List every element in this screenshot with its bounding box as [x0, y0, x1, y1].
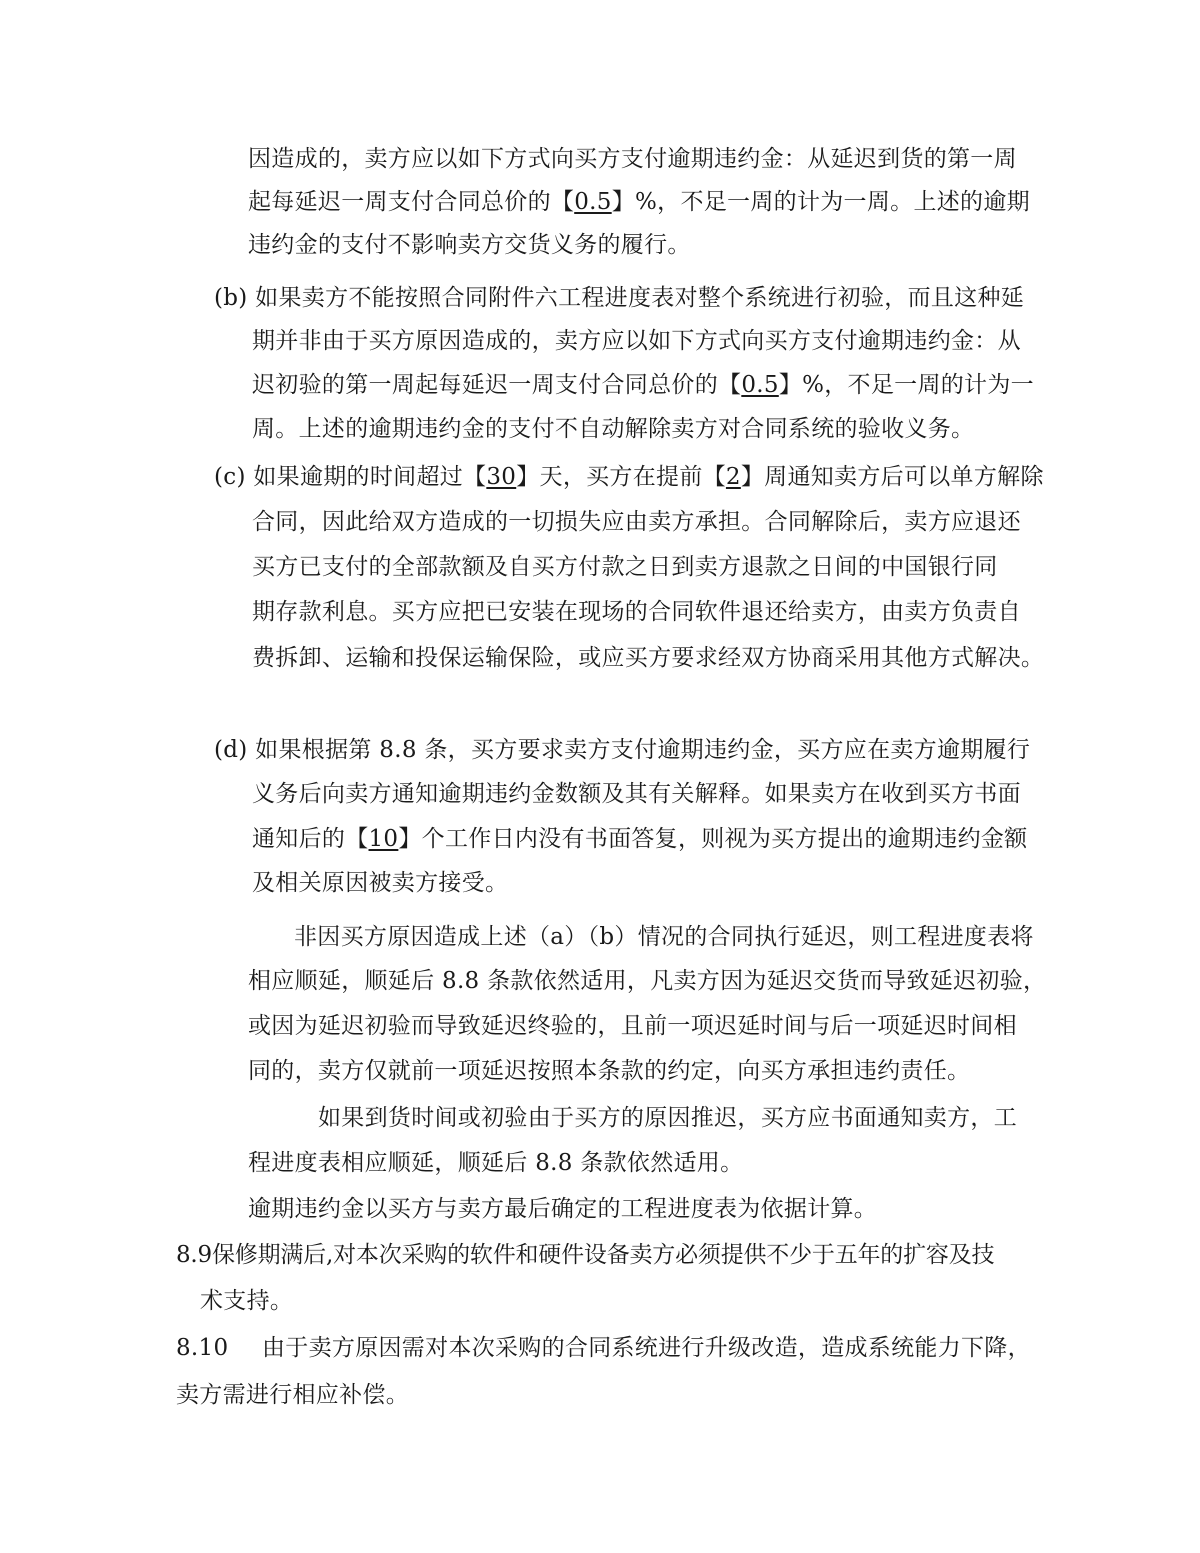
- clause-8-10-line-2: 卖方需进行相应补偿。: [176, 1382, 409, 1408]
- clause-8-9-line-2: 术支持。: [200, 1288, 294, 1314]
- para-d-line-2: 义务后向卖方通知逾期违约金数额及其有关解释。如果卖方在收到买方书面: [252, 781, 1021, 807]
- para-c-line-5: 费拆卸、运输和投保运输保险，或应买方要求经双方协商采用其他方式解决。: [252, 645, 1045, 671]
- para-b-rate-value: 0.5: [741, 372, 779, 398]
- para-c-weeks-value: 2: [725, 464, 741, 490]
- para-e-line-4: 同的，卖方仅就前一项延迟按照本条款的约定，向买方承担违约责任。: [248, 1058, 971, 1084]
- clause-8-10-number: 8.10: [176, 1335, 229, 1361]
- para-b-line-3: [252, 370, 1034, 400]
- para-a-line-3: 违约金的支付不影响卖方交货义务的履行。: [248, 232, 691, 258]
- para-c-line-2: 合同，因此给双方造成的一切损失应由卖方承担。合同解除后，卖方应退还: [252, 509, 1021, 535]
- para-a-rate-value: 0.5: [574, 189, 612, 215]
- para-c-days-value: 30: [486, 464, 517, 490]
- para-c-line-1-mid: 】天，买方在提前【: [516, 464, 726, 490]
- para-f-line-1: 如果到货时间或初验由于买方的原因推迟，买方应书面通知卖方，工: [318, 1105, 1017, 1131]
- para-a-line-2: [248, 187, 1030, 217]
- para-a-line-2-pre: 起每延迟一周支付合同总价的【: [248, 189, 575, 215]
- para-c-line-1: [214, 462, 1044, 492]
- para-b-line-2: 期并非由于买方原因造成的，卖方应以如下方式向买方支付逾期违约金：从: [252, 328, 1021, 354]
- clause-8-10-line-1: 由于卖方原因需对本次采购的合同系统进行升级改造，造成系统能力下降，: [262, 1335, 1031, 1361]
- para-b-line-3-post: 】%，不足一周的计为一: [778, 372, 1034, 398]
- para-e-line-2: 相应顺延，顺延后 8.8 条款依然适用，凡卖方因为延迟交货而导致延迟初验，: [248, 968, 1047, 994]
- para-g-line-1: 逾期违约金以买方与卖方最后确定的工程进度表为依据计算。: [248, 1196, 878, 1222]
- para-b-line-4: 周。上述的逾期违约金的支付不自动解除卖方对合同系统的验收义务。: [252, 416, 975, 442]
- para-d-line-1: (d) 如果根据第 8.8 条，买方要求卖方支付逾期违约金，买方应在卖方逾期履行: [214, 737, 1031, 763]
- para-c-line-4: 期存款利息。买方应把已安装在现场的合同软件退还给卖方，由卖方负责自: [252, 599, 1021, 625]
- para-d-line-3-post: 】个工作日内没有书面答复，则视为买方提出的逾期违约金额: [398, 826, 1028, 852]
- para-d-line-4: 及相关原因被卖方接受。: [252, 870, 509, 896]
- para-c-line-1-post: 】周通知卖方后可以单方解除: [740, 464, 1044, 490]
- para-d-line-3-pre: 通知后的【: [252, 826, 369, 852]
- para-f-line-2: 程进度表相应顺延，顺延后 8.8 条款依然适用。: [248, 1150, 744, 1176]
- para-a-line-2-post: 】%，不足一周的计为一周。上述的逾期: [611, 189, 1030, 215]
- para-e-line-3: 或因为延迟初验而导致延迟终验的，且前一项迟延时间与后一项延迟时间相: [248, 1013, 1017, 1039]
- para-b-line-1: (b) 如果卖方不能按照合同附件六工程进度表对整个系统进行初验，而且这种延: [214, 285, 1025, 311]
- para-c-line-3: 买方已支付的全部款额及自买方付款之日到卖方退款之日间的中国银行同: [252, 554, 998, 580]
- para-a-line-1: 因造成的，卖方应以如下方式向买方支付逾期违约金：从延迟到货的第一周: [248, 146, 1017, 172]
- para-d-workdays-value: 10: [368, 826, 399, 852]
- para-c-line-1-pre: (c) 如果逾期的时间超过【: [214, 464, 487, 490]
- para-d-line-3: [252, 824, 1027, 854]
- para-b-line-3-pre: 迟初验的第一周起每延迟一周支付合同总价的【: [252, 372, 742, 398]
- clause-8-9-line-1: 8.9保修期满后,对本次采购的软件和硬件设备卖方必须提供不少于五年的扩容及技: [176, 1242, 995, 1268]
- para-e-line-1: 非因买方原因造成上述（a）（b）情况的合同执行延迟，则工程进度表将: [294, 924, 1034, 950]
